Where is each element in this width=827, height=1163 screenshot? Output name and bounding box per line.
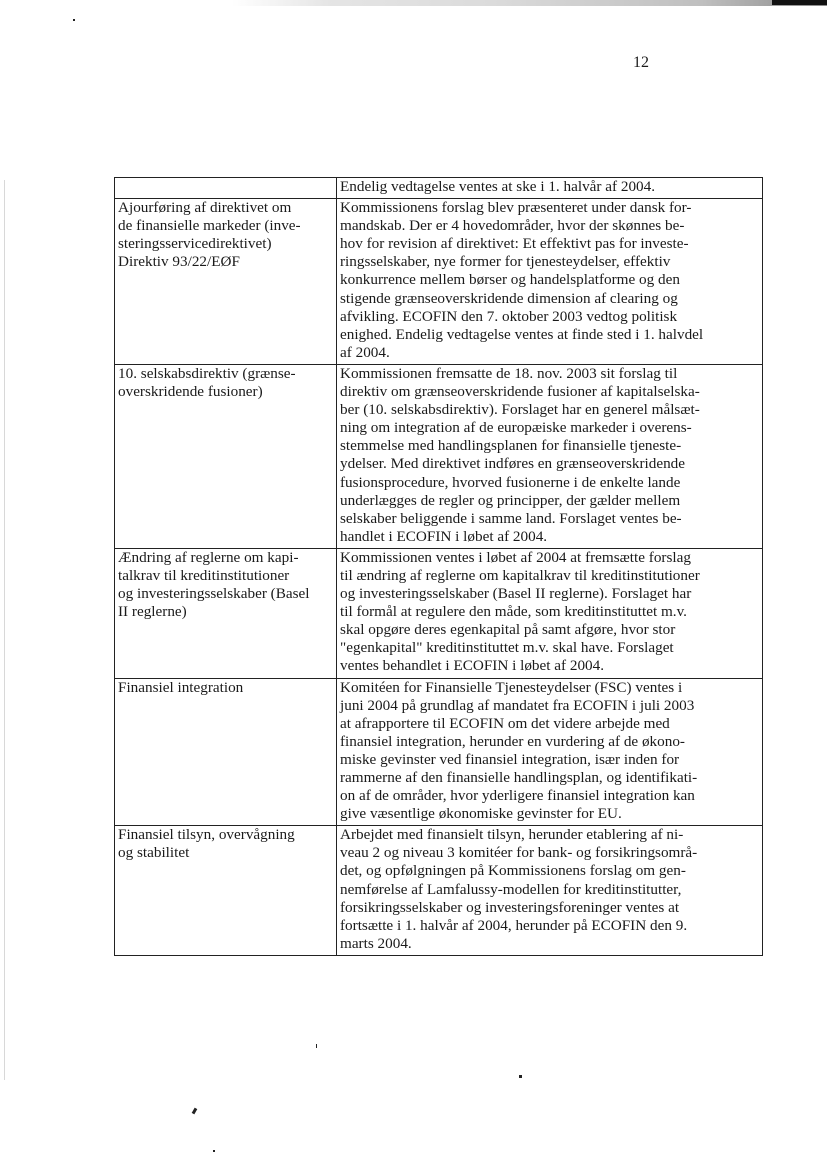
description-cell	[337, 548, 763, 678]
table-row	[115, 548, 763, 678]
subject-text: Finansiel tilsyn, overvågning og stabilitet	[118, 826, 295, 862]
table-row	[115, 199, 763, 365]
subject-text: Finansiel integration	[118, 678, 244, 696]
table-row	[115, 678, 763, 826]
subject-cell	[115, 199, 337, 365]
description-text: Endelig vedtagelse ventes at ske i 1. halvår af 2004.	[340, 178, 656, 195]
subject-text: 10. selskabsdirektiv (grænse- overskridende fusioner)	[118, 364, 296, 401]
scan-left-edge	[4, 180, 5, 1080]
description-cell	[337, 826, 763, 956]
table-body	[115, 178, 763, 956]
page-number: 12	[633, 54, 649, 71]
scan-corner-mark	[772, 0, 827, 5]
legislation-table	[114, 177, 763, 956]
description-text: Kommissionen ventes i løbet af 2004 at fremsætte forslag til ændring af reglerne om kapitalkrav til kreditinstitutioner og investeringsselskaber (Basel II reglerne). Forslaget har til formål at regulere den måde, som kreditinstituttet m.v. skal opgøre deres egenkapital på samt afgøre, hvor stor "egenkapital" kreditinstituttet m.v. skal have. Forslaget ventes behandlet i ECOFIN i løbet af 2004.	[340, 548, 700, 675]
description-text: Arbejdet med finansielt tilsyn, herunder etablering af ni- veau 2 og niveau 3 komitéer for bank- og forsikringsområ- det, og opfølgningen på Kommissionens forslag om gen- nemførelse af Lamfalussy-modellen for kreditinstitutter, forsikringsselskaber og investeringsforeninger ventes at fortsætte i 1. halvår af 2004, herunder på ECOFIN den 9. marts 2004.	[340, 826, 698, 952]
table-row	[115, 826, 763, 956]
scan-speck	[73, 19, 75, 21]
description-cell	[337, 199, 763, 365]
subject-cell	[115, 826, 337, 956]
subject-cell	[115, 678, 337, 826]
table-row	[115, 364, 763, 548]
subject-cell	[115, 178, 337, 199]
description-cell	[337, 678, 763, 826]
description-text: Kommissionens forslag blev præsenteret under dansk for- mandskab. Der er 4 hovedområder, hvor der skønnes be- hov for revision af direktivet: Et effektivt pas for investe- ringsselskaber, nye former for tjenesteydelser, effektiv konkurrence mellem børser og handelsplatforme og den stigende grænseoverskridende dimension af clearing og afvikling. ECOFIN den 7. oktober 2003 vedtog politisk enighed. Endelig vedtagelse ventes at finde sted i 1. halvdel af 2004.	[340, 199, 704, 361]
subject-text: Ændring af reglerne om kapi- talkrav til kreditinstitutioner og investeringsselskaber (Basel II reglerne)	[118, 548, 310, 621]
subject-cell	[115, 364, 337, 548]
table-row	[115, 178, 763, 199]
scan-speck	[213, 1150, 215, 1152]
subject-cell	[115, 548, 337, 678]
scan-speck	[519, 1075, 522, 1078]
description-cell	[337, 178, 763, 199]
description-cell	[337, 364, 763, 548]
description-text: Kommissionen fremsatte de 18. nov. 2003 sit forslag til direktiv om grænseoverskridende fusioner af kapitalselska- ber (10. selskabsdirektiv). Forslaget har en generel målsæt- ning om integration af de europæiske markeder i overens- stemmelse med handlingsplanen for finansielle tjeneste- ydelser. Med direktivet indføres en grænseoverskridende fusionsprocedure, hvorved fusionerne i de enkelte lande underlægges de regler og principper, der gælder mellem selskaber beliggende i samme land. Forslaget ventes be- handlet i ECOFIN i løbet af 2004.	[340, 364, 700, 545]
description-text: Komitéen for Finansielle Tjenesteydelser (FSC) ventes i juni 2004 på grundlag af mandatet fra ECOFIN i juli 2003 at afrapportere til ECOFIN om det videre arbejde med finansiel integration, herunder en vurdering af de økono- miske gevinster ved finansiel integration, især inden for rammerne af den finansielle handlingsplan, og identifikati- on af de områder, hvor yderligere finansiel integration kan give væsentlige økonomiske gevinster for EU.	[340, 678, 698, 823]
subject-text: Ajourføring af direktivet om de finansielle markeder (inve- steringsservicedirektivet) Direktiv 93/22/EØF	[118, 199, 301, 271]
scan-speck	[316, 1044, 317, 1048]
scan-top-edge	[0, 0, 827, 6]
scan-speck	[192, 1108, 198, 1115]
